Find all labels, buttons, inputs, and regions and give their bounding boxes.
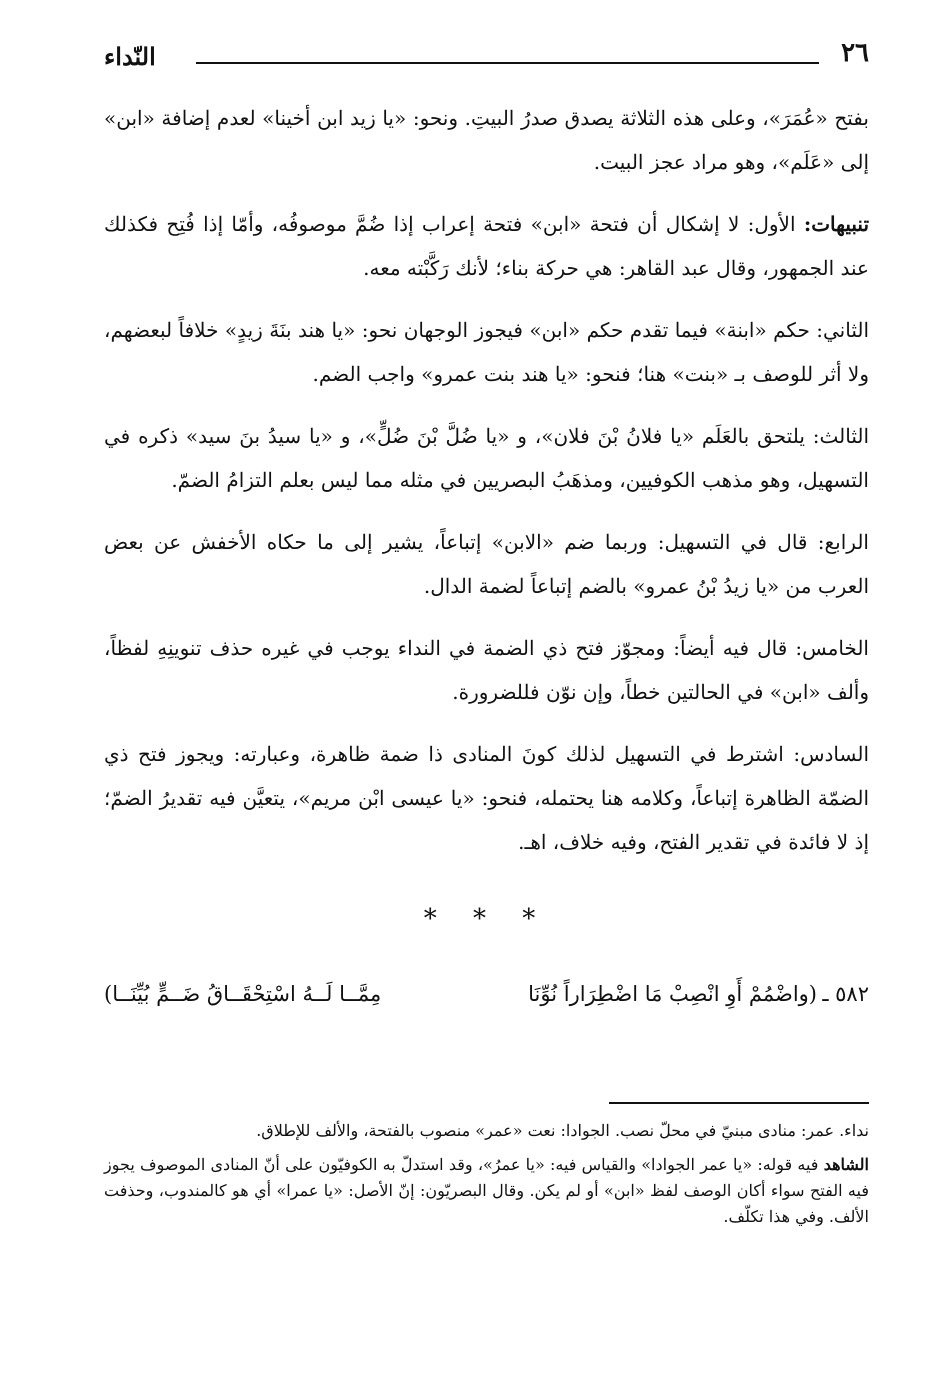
paragraph-text: الخامس: قال فيه أيضاً: ومجوّز فتح ذي الضمة في النداء يوجب في غيره حذف تنوينِهِ لفظاً، وألف «ابن» في الحالتين خطاً، وإن نوّن فللضرورة. <box>104 636 869 704</box>
paragraph-note-third <box>104 414 869 502</box>
paragraph-text: بفتح «عُمَرَ»، وعلى هذه الثلاثة يصدق صدرُ البيتِ. ونحو: «يا زيد ابن أخينا» لعدم إضافة «ابن» إلى «عَلَم»، وهو مراد عجز البيت. <box>104 106 869 174</box>
paragraph-notes-first <box>104 202 869 290</box>
footnote-rule <box>609 1102 869 1104</box>
paragraph-note-fifth <box>104 626 869 714</box>
footnote-label: الشاهد <box>823 1155 869 1174</box>
paragraph-note-second <box>104 308 869 396</box>
paragraph-note-sixth <box>104 732 869 864</box>
footnote-text: فيه قوله: «يا عمر الجوادا» والقياس فيه: «يا عمرُ»، وقد استدلّ به الكوفيّون على أنّ المنادى الموصوف يجوز فيه الفتح سواء أكان الوصف لفظ «ابن» أو لم يكن. وقال البصريّون: إنّ الأصل: «يا عمرا» أي هو كالمندوب، وحذفت الألف. وفي هذا تكلّف. <box>104 1155 869 1226</box>
paragraph-text: الثاني: حكم «ابنة» فيما تقدم حكم «ابن» فيجوز الوجهان نحو: «يا هند بنَةَ زيدٍ» خلافاً لبعضهم، ولا أثر للوصف بـ «بنت» هنا؛ فنحو: «يا هند بنت عمرو» واجب الضم. <box>104 318 869 386</box>
notes-heading: تنبيهات: <box>803 212 870 236</box>
verse-first-hemistich: (واضْمُمْ أَوِ انْصِبْ مَا اضْطِرَاراً نُوِّنَا <box>528 982 817 1006</box>
section-separator: * * * <box>423 904 550 934</box>
page-number: ٢٦ <box>841 38 869 68</box>
header-rule <box>196 62 819 64</box>
footnotes <box>104 1118 869 1230</box>
footnote-text: نداء. عمر: منادى مبنيّ في محلّ نصب. الجوادا: نعت «عمر» منصوب بالفتحة، والألف للإطلاق. <box>256 1121 869 1140</box>
paragraph-text: السادس: اشترط في التسهيل لذلك كونَ المنادى ذا ضمة ظاهرة، وعبارته: ويجوز فتح ذي الضمّة الظاهرة إتباعاً، وكلامه هنا يحتمله، فنحو: «يا عيسى ابْن مريم»، يتعيَّن فيه تقديرُ الضمّ؛ إذ لا فائدة في تقدير الفتح، وفيه خلاف، اهـ. <box>104 742 869 854</box>
verse-second-hemistich: مِمَّــا لَــهُ اسْتِحْقَــاقُ ضَــمٍّ بُيِّنَــا) <box>104 982 382 1006</box>
footnote-item <box>104 1152 869 1230</box>
paragraph-note-fourth <box>104 520 869 608</box>
footnote-item <box>104 1118 869 1144</box>
main-text <box>104 96 869 864</box>
book-page <box>104 36 869 1366</box>
paragraph-text: الثالث: يلتحق بالعَلَم «يا فلانُ بْنَ فلان»، و «يا ضُلَّ بْنَ ضُلٍّ»، و «يا سيدُ بنَ سيد» ذكره في التسهيل، وهو مذهب الكوفيين، ومذهَبُ البصريين في مثله مما ليس بعلم التزامُ الضمّ. <box>104 424 869 492</box>
paragraph-text: الأول: لا إشكال أن فتحة «ابن» فتحة إعراب إذا ضُمَّ موصوفُه، وأمّا إذا فُتِح فكذلك عند الجمهور، وقال عبد القاهر: هي حركة بناء؛ لأنك رَكَّبْته معه. <box>104 212 869 280</box>
poem-verse <box>104 964 869 1024</box>
page-header <box>104 36 869 86</box>
paragraph-opening <box>104 96 869 184</box>
running-title: النّداء <box>104 42 156 71</box>
paragraph-text: الرابع: قال في التسهيل: وربما ضم «الابن» إتباعاً، يشير إلى ما حكاه الأخفش عن بعض العرب من «يا زيدُ بْنُ عمرو» بالضم إتباعاً لضمة الدال. <box>104 530 869 598</box>
verse-number: ٥٨٢ ـ <box>822 982 869 1006</box>
